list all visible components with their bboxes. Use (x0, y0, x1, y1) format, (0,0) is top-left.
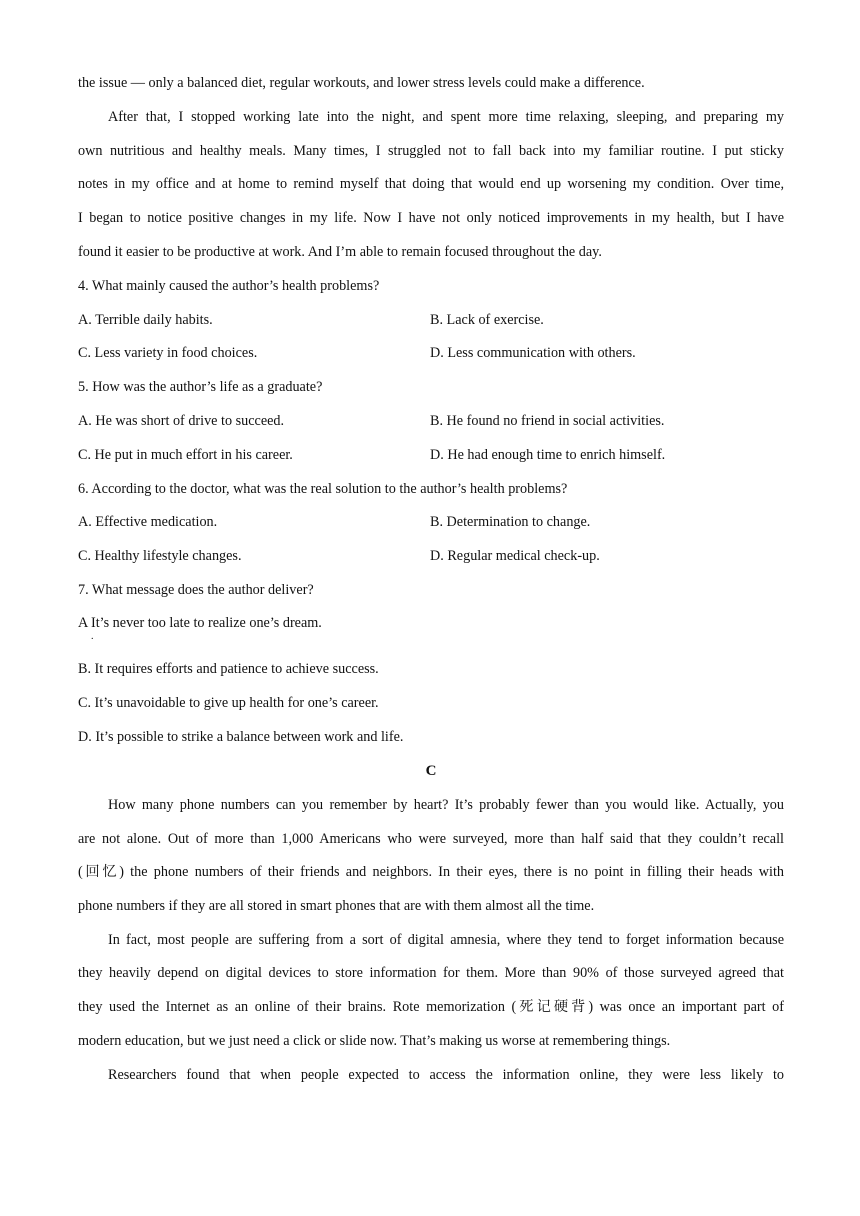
question-stem: 6. According to the doctor, what was the real solution to the author’s health problems? (78, 481, 568, 497)
option-row (78, 546, 784, 566)
passage-text-line: found it easier to be productive at work. And I’m able to remain focused throughout the day. (78, 244, 602, 260)
option-a: A. Effective medication. (78, 514, 218, 530)
option-row (78, 512, 784, 532)
passage-text-line: the issue — only a balanced diet, regular workouts, and lower stress levels could make a difference. (78, 75, 645, 91)
passage-text-line: How many phone numbers can you remember by heart? It’s probably fewer than you would like. Actually, you (108, 797, 784, 813)
option-b: B. Lack of exercise. (430, 312, 544, 328)
passage-text-line: In fact, most people are suffering from a sort of digital amnesia, where they tend to forget information because (108, 932, 784, 948)
section-heading: C (425, 763, 437, 779)
passage-text-line: modern education, but we just need a click or slide now. That’s making us worse at remembering things. (78, 1033, 671, 1049)
passage-text-line: own nutritious and healthy meals. Many times, I struggled not to fall back into my familiar routine. I put sticky (78, 143, 784, 159)
option-row (78, 343, 784, 363)
question-stem: 7. What message does the author deliver? (78, 582, 314, 598)
stray-punctuation: . (91, 631, 94, 642)
option-c: C. He put in much effort in his career. (78, 447, 293, 463)
passage-text-line: are not alone. Out of more than 1,000 Americans who were surveyed, more than half said that they couldn’t recall (78, 831, 784, 847)
passage-text-line: (回忆) the phone numbers of their friends and neighbors. In their eyes, there is no point in filling their heads with (78, 864, 784, 880)
option-d: D. Less communication with others. (430, 345, 636, 361)
option-b: B. He found no friend in social activities. (430, 413, 665, 429)
option-d: D. He had enough time to enrich himself. (430, 447, 666, 463)
option-a: A. Terrible daily habits. (78, 312, 213, 328)
option-c: C. Healthy lifestyle changes. (78, 548, 242, 564)
passage-text-line: notes in my office and at home to remind myself that doing that would end up worsening my condition. Over time, (78, 176, 784, 192)
option-row (78, 310, 784, 330)
passage-text-line: they used the Internet as an online of their brains. Rote memorization (死记硬背) was once an important part of (78, 999, 784, 1015)
option-a: A It’s never too late to realize one’s dream. (78, 615, 322, 631)
option-row (78, 445, 784, 465)
option-b: B. Determination to change. (430, 514, 591, 530)
passage-text-line: After that, I stopped working late into the night, and spent more time relaxing, sleeping, and preparing my (108, 109, 784, 125)
passage-text-line: phone numbers if they are all stored in smart phones that are with them almost all the time. (78, 898, 595, 914)
option-c: C. Less variety in food choices. (78, 345, 258, 361)
option-d: D. Regular medical check-up. (430, 548, 600, 564)
passage-text-line: I began to notice positive changes in my life. Now I have not only noticed improvements in my health, but I have (78, 210, 784, 226)
option-d: D. It’s possible to strike a balance between work and life. (78, 729, 404, 745)
question-stem: 5. How was the author’s life as a graduate? (78, 379, 323, 395)
question-stem: 4. What mainly caused the author’s health problems? (78, 278, 380, 294)
option-row (78, 411, 784, 431)
option-b: B. It requires efforts and patience to achieve success. (78, 661, 379, 677)
option-c: C. It’s unavoidable to give up health for one’s career. (78, 695, 379, 711)
option-a: A. He was short of drive to succeed. (78, 413, 285, 429)
passage-text-line: they heavily depend on digital devices to store information for them. More than 90% of those surveyed agreed that (78, 965, 784, 981)
passage-text-line: Researchers found that when people expected to access the information online, they were less likely to (108, 1067, 784, 1083)
